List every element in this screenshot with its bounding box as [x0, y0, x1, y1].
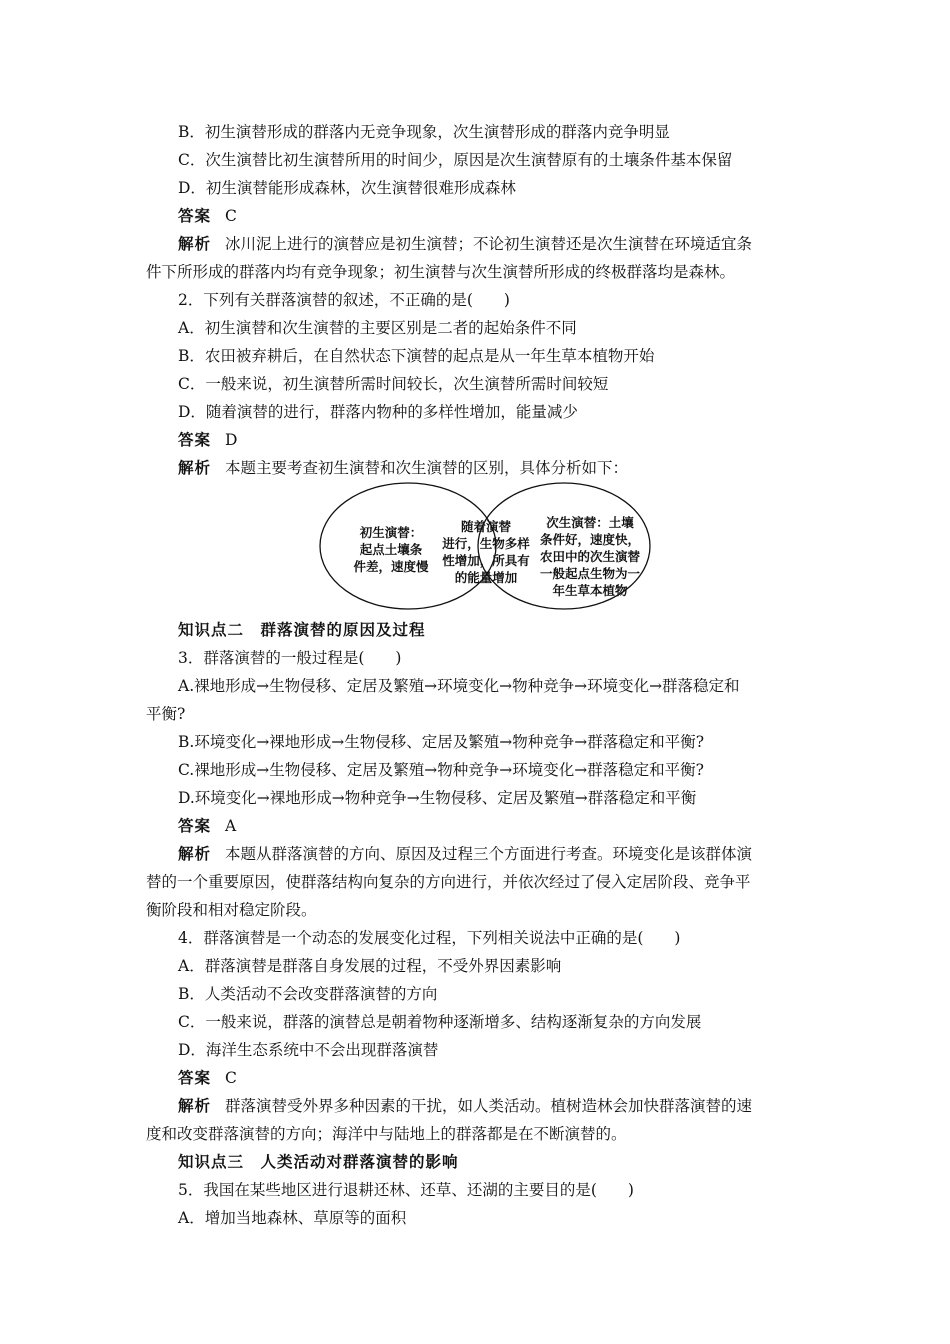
q4-answer: [178, 1068, 237, 1088]
q3-explanation-cont-2: 衡阶段和相对稳定阶段。: [146, 901, 317, 919]
answer-label: 答案: [178, 816, 212, 835]
q3-option-b: B.环境变化→裸地形成→生物侵移、定居及繁殖→物种竞争→群落稳定和平衡?: [178, 733, 705, 751]
q3-stem: 3．群落演替的一般过程是( ): [178, 649, 402, 667]
q5-option-a: A．增加当地森林、草原等的面积: [178, 1209, 407, 1227]
answer-value: C: [225, 1069, 237, 1087]
q4-explanation: [178, 1096, 752, 1116]
explanation-label: 解析: [178, 1096, 212, 1115]
venn-right-text: 次生演替：土壤 条件好，速度快， 农田中的次生演替 一般起点生物为一 年生草本植物: [539, 515, 640, 598]
explanation-label: 解析: [178, 234, 212, 253]
q1-option-d: D．初生演替能形成森林，次生演替很难形成森林: [178, 179, 516, 197]
q2-explanation: [178, 458, 628, 478]
explanation-label: 解析: [178, 458, 212, 477]
q1-explanation-cont: 件下所形成的群落内均有竞争现象；初生演替与次生演替所形成的终极群落均是森林。: [146, 263, 736, 281]
q1-option-b: B．初生演替形成的群落内无竞争现象，次生演替形成的群落内竞争明显: [178, 123, 670, 141]
q4-option-b: B．人类活动不会改变群落演替的方向: [178, 985, 438, 1003]
q2-option-d: D．随着演替的进行，群落内物种的多样性增加，能量减少: [178, 403, 578, 421]
q1-option-c: C．次生演替比初生演替所用的时间少，原因是次生演替原有的土壤条件基本保留: [178, 151, 733, 169]
q2-answer: [178, 430, 237, 450]
venn-diagram: [318, 480, 652, 612]
q3-answer: [178, 816, 236, 836]
q5-stem: 5．我国在某些地区进行退耕还林、还草、还湖的主要目的是( ): [178, 1181, 634, 1199]
section-heading-2: 知识点二 群落演替的原因及过程: [178, 620, 426, 639]
explanation-text: 本题主要考查初生演替和次生演替的区别，具体分析如下：: [225, 459, 629, 477]
explanation-text: 本题从群落演替的方向、原因及过程三个方面进行考查。环境变化是该群体演: [225, 845, 753, 863]
answer-value: A: [225, 817, 237, 835]
answer-label: 答案: [178, 206, 212, 225]
section-heading-3: 知识点三 人类活动对群落演替的影响: [178, 1152, 459, 1171]
q2-option-a: A．初生演替和次生演替的主要区别是二者的起始条件不同: [178, 319, 577, 337]
venn-left-text: 初生演替： 起点土壤条 件差，速度慢: [353, 525, 429, 574]
explanation-text: 冰川泥上进行的演替应是初生演替；不论初生演替还是次生演替在环境适宜条: [225, 235, 753, 253]
venn-middle-text: 随着演替 进行，生物多样 性增加，所具有 的能量增加: [442, 519, 530, 585]
answer-label: 答案: [178, 430, 212, 449]
q4-stem: 4．群落演替是一个动态的发展变化过程，下列相关说法中正确的是( ): [178, 929, 681, 947]
q4-option-c: C．一般来说，群落的演替总是朝着物种逐渐增多、结构逐渐复杂的方向发展: [178, 1013, 702, 1031]
explanation-text: 群落演替受外界多种因素的干扰，如人类活动。植树造林会加快群落演替的速: [225, 1097, 753, 1115]
q3-explanation: [178, 844, 752, 864]
q3-option-a: A.裸地形成→生物侵移、定居及繁殖→环境变化→物种竞争→环境变化→群落稳定和: [178, 677, 740, 695]
q2-stem: 2．下列有关群落演替的叙述，不正确的是( ): [178, 291, 510, 309]
answer-label: 答案: [178, 1068, 212, 1087]
q3-option-d: D.环境变化→裸地形成→物种竞争→生物侵移、定居及繁殖→群落稳定和平衡: [178, 789, 697, 807]
q4-option-a: A．群落演替是群落自身发展的过程，不受外界因素影响: [178, 957, 562, 975]
q1-explanation: [178, 234, 752, 254]
answer-value: C: [225, 207, 237, 225]
q1-answer: [178, 206, 237, 226]
answer-value: D: [225, 431, 238, 449]
explanation-label: 解析: [178, 844, 212, 863]
q4-explanation-cont: 度和改变群落演替的方向；海洋中与陆地上的群落都是在不断演替的。: [146, 1125, 627, 1143]
q3-option-a-cont: 平衡?: [146, 705, 186, 723]
q3-explanation-cont: 替的一个重要原因，使群落结构向复杂的方向进行，并依次经过了侵入定居阶段、竞争平: [146, 873, 751, 891]
q2-option-c: C．一般来说，初生演替所需时间较长，次生演替所需时间较短: [178, 375, 609, 393]
q4-option-d: D．海洋生态系统中不会出现群落演替: [178, 1041, 439, 1059]
q3-option-c: C.裸地形成→生物侵移、定居及繁殖→物种竞争→环境变化→群落稳定和平衡?: [178, 761, 704, 779]
q2-option-b: B．农田被弃耕后，在自然状态下演替的起点是从一年生草本植物开始: [178, 347, 655, 365]
